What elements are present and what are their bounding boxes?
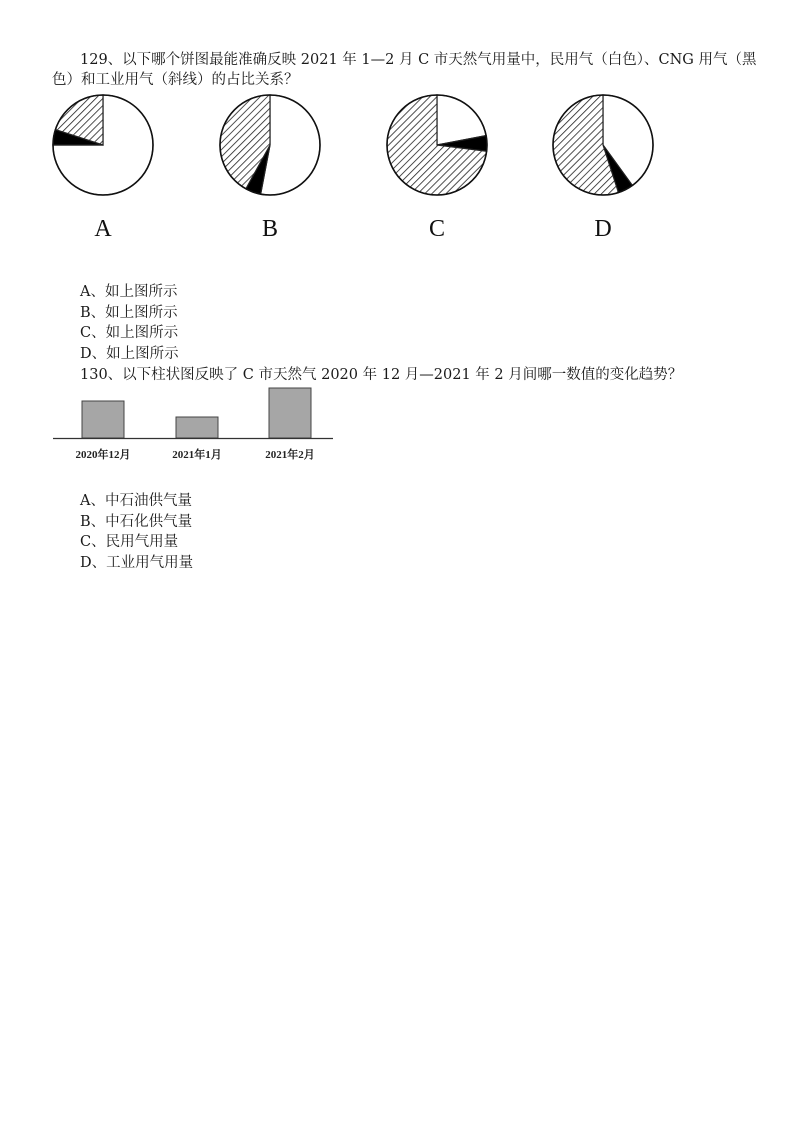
bar-1-label: 2020年12月 <box>75 449 131 461</box>
option-a[interactable]: A、中石油供气量 <box>80 493 192 509</box>
pie-c-label: C <box>428 216 446 242</box>
option-c[interactable]: C、民用气用量 <box>80 534 179 551</box>
question-129-options <box>80 282 179 364</box>
question-130-text: 130、以下柱状图反映了 C 市天然气 2020 年 12 月—2021 年 2 月间哪一数值的变化趋势？ <box>80 367 683 383</box>
option-d[interactable]: D、如上图所示 <box>80 345 179 362</box>
pie-charts-figure <box>40 90 680 250</box>
bar-2 <box>176 417 218 438</box>
bar-3-label: 2021年2月 <box>265 449 315 461</box>
bar-1 <box>82 401 124 438</box>
pie-b-label: B <box>261 216 279 242</box>
option-a[interactable]: A、如上图所示 <box>80 284 178 300</box>
bar-3 <box>269 388 311 438</box>
question-130-options <box>80 491 193 573</box>
bar-2-label: 2021年1月 <box>172 449 222 461</box>
pie-d-label: D <box>594 216 612 242</box>
pie-a-label: A <box>94 216 112 242</box>
option-b[interactable]: B、中石化供气量 <box>80 513 193 530</box>
bar-chart-figure <box>50 380 340 470</box>
option-d[interactable]: D、工业用气用量 <box>80 554 194 571</box>
option-b[interactable]: B、如上图所示 <box>80 304 178 321</box>
bar-group <box>76 388 315 461</box>
option-c[interactable]: C、如上图所示 <box>80 325 179 342</box>
question-129 <box>52 50 760 90</box>
pie-group <box>53 95 653 242</box>
question-129-text: 129、以下哪个饼图最能准确反映 2021 年 1—2 月 C 市天然气用量中，民用气（白色）、CNG 用气（黑色）和工业用气（斜线）的占比关系？ <box>52 52 757 88</box>
